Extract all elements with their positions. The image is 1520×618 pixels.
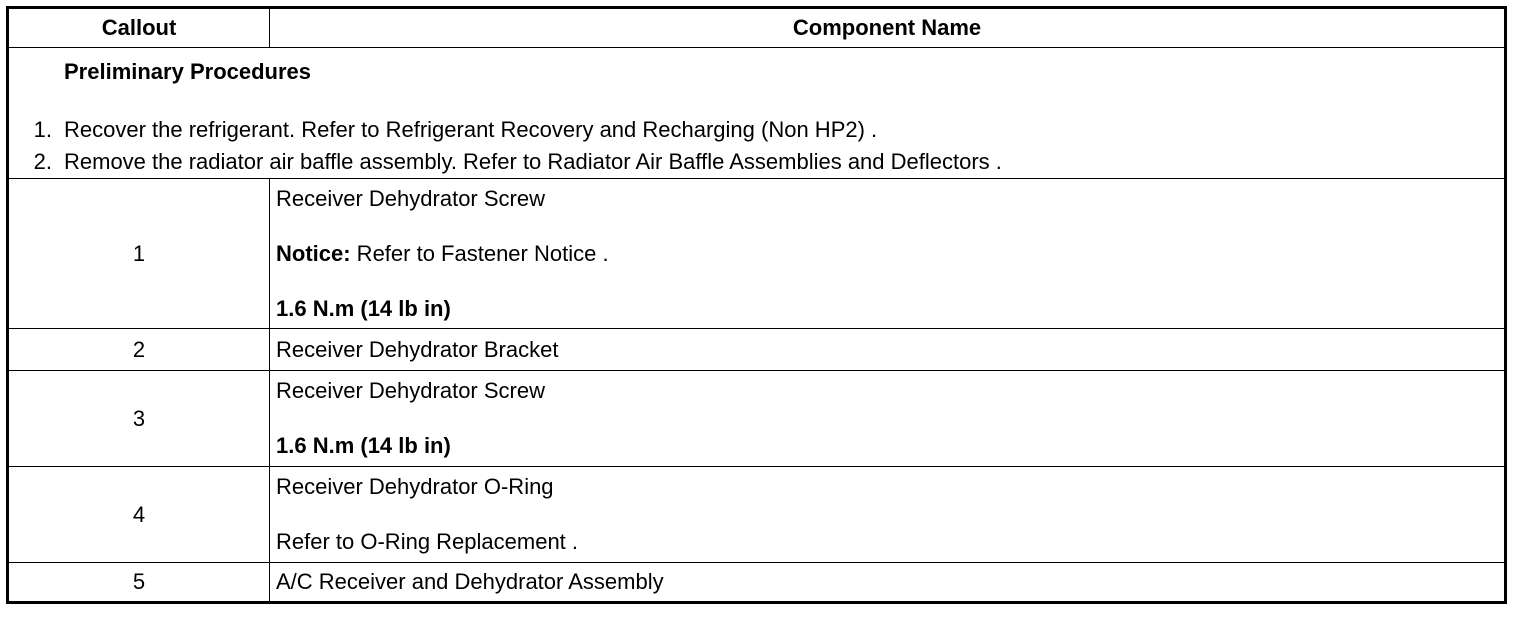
component-name: Receiver Dehydrator O-Ring	[276, 474, 554, 499]
step-2-text: Remove the radiator air baffle assembly. Refer to Radiator Air Baffle Assemblies and Deflectors .	[64, 149, 1002, 174]
header-row	[8, 8, 1506, 48]
preliminary-procedures	[8, 48, 1506, 179]
component-name: A/C Receiver and Dehydrator Assembly	[276, 569, 664, 594]
table-row	[8, 563, 1506, 603]
component-cell	[270, 563, 1506, 603]
step-2	[9, 146, 1504, 178]
callout-header: Callout	[8, 8, 270, 48]
torque-spec: 1.6 N.m (14 lb in)	[276, 295, 451, 321]
component-name: Receiver Dehydrator Screw	[276, 378, 545, 403]
step-2-number: 2.	[33, 149, 52, 174]
step-1-number: 1.	[33, 117, 52, 142]
notice-label: Notice:	[276, 240, 351, 266]
preliminary-steps	[9, 114, 1504, 178]
notice-line	[276, 242, 1504, 266]
notice-text: Refer to Fastener Notice .	[350, 240, 609, 266]
procedure-table	[6, 6, 1507, 604]
table-row	[8, 179, 1506, 329]
component-name: Receiver Dehydrator Bracket	[276, 336, 559, 362]
table-row	[8, 467, 1506, 563]
torque-spec: 1.6 N.m (14 lb in)	[276, 433, 451, 458]
preliminary-title: Preliminary Procedures	[64, 59, 312, 84]
component-name: Receiver Dehydrator Screw	[276, 185, 545, 211]
table-row	[8, 371, 1506, 467]
component-cell	[270, 329, 1506, 371]
component-note: Refer to O-Ring Replacement .	[276, 529, 579, 554]
preliminary-row	[8, 48, 1506, 179]
table-row	[8, 329, 1506, 371]
callout-cell: 3	[8, 371, 270, 467]
component-cell	[270, 467, 1506, 563]
callout-cell: 4	[8, 467, 270, 563]
callout-cell: 2	[8, 329, 270, 371]
component-name-header: Component Name	[270, 8, 1506, 48]
step-1-text: Recover the refrigerant. Refer to Refrigerant Recovery and Recharging (Non HP2) .	[64, 117, 878, 142]
component-cell	[270, 371, 1506, 467]
callout-cell: 1	[8, 179, 270, 329]
step-1	[9, 114, 1504, 146]
callout-cell: 5	[8, 563, 270, 603]
component-cell	[270, 179, 1506, 329]
